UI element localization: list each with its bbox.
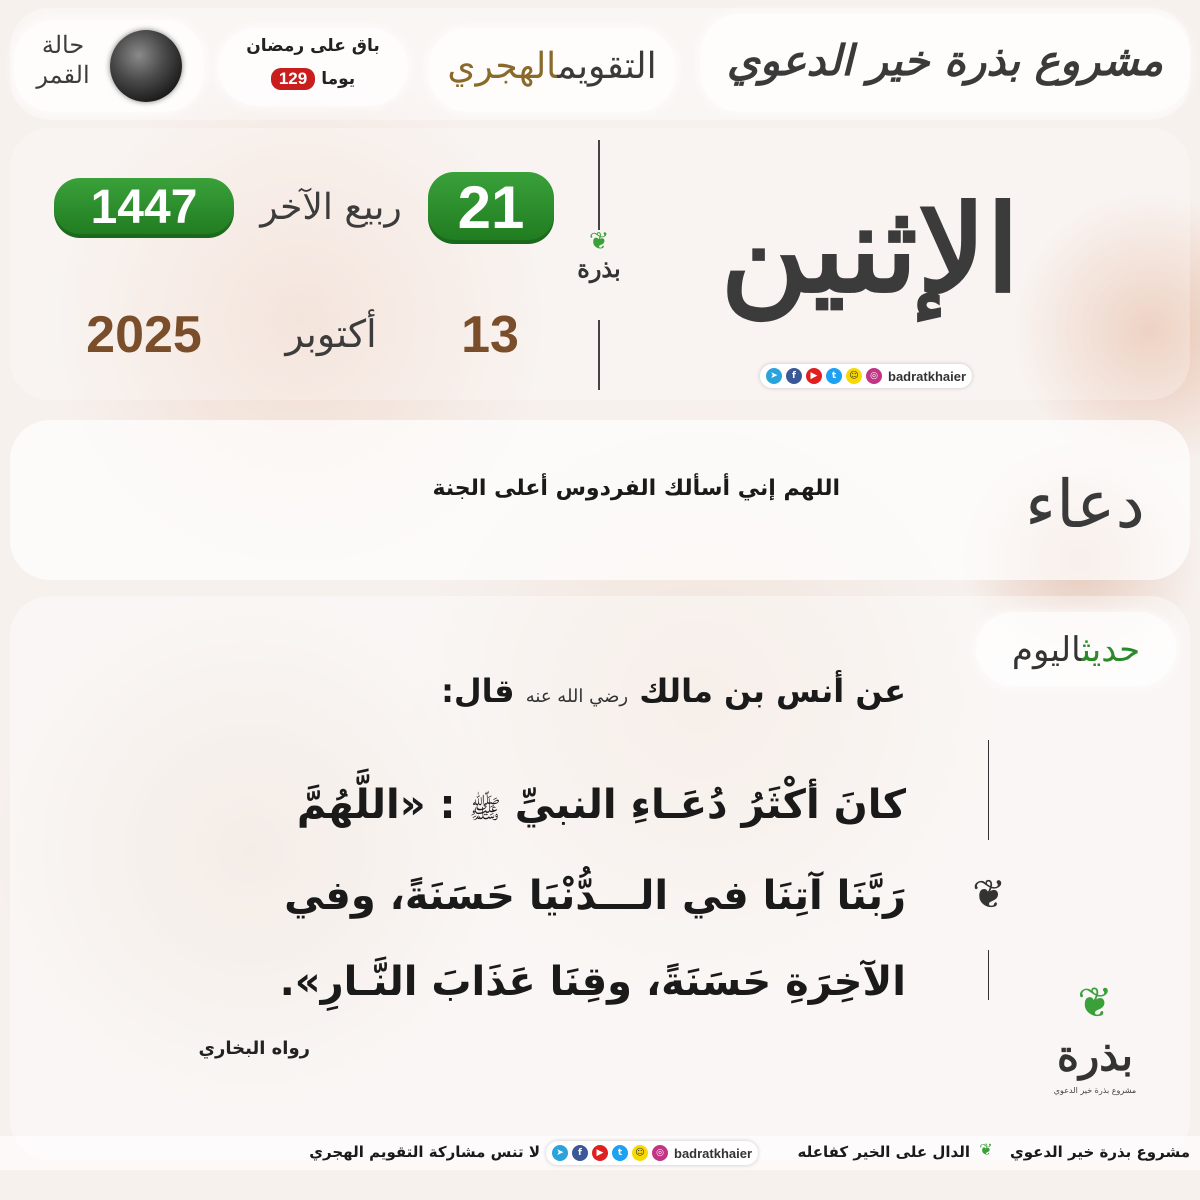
hijri-month: ربيع الآخر [260, 187, 402, 228]
dua-heading: دعاء [1025, 466, 1145, 543]
social-bar-bottom [546, 1141, 758, 1165]
hadith-line-1b: : «اللَّهُمَّ [296, 782, 456, 828]
hadith-source: رواه البخاري [198, 1038, 310, 1059]
footer-logo-icon: ❦ [979, 1140, 993, 1159]
logo-large-subtext: مشروع بذرة خير الدعوي [1053, 1086, 1137, 1095]
moon-label-line1: حالة [41, 31, 85, 59]
social-handle[interactable]: badratkhaier [674, 1145, 753, 1161]
ramadan-label: باق على رمضان [246, 36, 380, 56]
ornament-line-bottom [988, 950, 989, 1000]
moon-label-line2: القمر [36, 61, 90, 89]
footer-project: مشروع بذرة خير الدعوي [1009, 1143, 1190, 1161]
facebook-icon[interactable]: f [786, 368, 802, 384]
hijri-day: 21 [428, 172, 554, 244]
ramadan-unit: يوما [321, 69, 356, 89]
weekday: الإثنين [720, 179, 1020, 320]
social-handle[interactable]: badratkhaier [888, 368, 967, 384]
twitter-icon[interactable]: t [826, 368, 842, 384]
hadith-line-1 [170, 762, 906, 853]
logo-large-text: بذرة [1056, 1031, 1134, 1080]
ramadan-days-badge: 129 [271, 68, 315, 90]
snapchat-icon[interactable]: ☺ [846, 368, 862, 384]
hadith-narrator: عن أنس بن مالك [639, 672, 906, 710]
youtube-icon[interactable]: ▶ [592, 1145, 608, 1161]
ramadan-days-row [218, 68, 408, 90]
hadith-heading-pill [976, 612, 1176, 686]
divider-bottom [598, 320, 600, 390]
ornament-icon: ❦ [972, 872, 1006, 918]
calendar-title-pill [428, 28, 676, 112]
hadith-line-3: الآخِرَةِ حَسَنَةً، وقِنَا عَذَابَ النَّـارِ». [279, 959, 906, 1005]
hadith-line-2: رَبَّنَا آتِنَا في الـــدُّنْيَا حَسَنَةً، وفي [284, 873, 906, 919]
divider-top [598, 140, 600, 230]
logo-small [568, 228, 630, 320]
hadith-body [170, 762, 906, 1025]
calendar-title [428, 46, 676, 87]
logo-large [1040, 980, 1150, 1120]
social-bar-top [760, 364, 972, 388]
youtube-icon[interactable]: ▶ [806, 368, 822, 384]
hadith-said: قال: [441, 672, 515, 710]
hadith-honorific: رضي الله عنه [525, 686, 629, 707]
hijri-year: 1447 [54, 178, 234, 238]
ramadan-countdown-pill [218, 28, 408, 106]
dua-text: اللهم إني أسألك الفردوس أعلى الجنة [432, 476, 840, 501]
telegram-icon[interactable]: ➤ [766, 368, 782, 384]
hadith-narrator-line [340, 672, 906, 710]
hadith-heading-word2: اليوم [1011, 630, 1082, 670]
snapchat-icon[interactable]: ☺ [632, 1145, 648, 1161]
salutation-glyph: ﷺ [469, 795, 501, 825]
greg-day: 13 [461, 306, 519, 364]
leaf-icon-large: ❦ [1077, 978, 1113, 1027]
instagram-icon[interactable]: ◎ [866, 368, 882, 384]
greg-year: 2025 [86, 306, 202, 364]
footer-share: لا تنس مشاركة التقويم الهجري [309, 1143, 540, 1161]
twitter-icon[interactable]: t [612, 1145, 628, 1161]
calendar-title-word2: الهجري [447, 46, 558, 87]
moon-status-pill [14, 20, 204, 112]
footer-motto: الدال على الخير كفاعله [797, 1143, 970, 1161]
leaf-icon: ❦ [588, 227, 610, 255]
project-name-pill [700, 14, 1190, 112]
calendar-title-word1: التقويم [557, 46, 657, 87]
moon-label [20, 30, 106, 90]
telegram-icon[interactable]: ➤ [552, 1145, 568, 1161]
greg-month: أكتوبر [285, 312, 377, 356]
ornament-line-top [988, 740, 989, 840]
moon-image [110, 30, 182, 102]
hadith-line-1a: كانَ أكْثَرُ دُعَـاءِ النبيِّ [514, 782, 906, 828]
hadith-heading-word1: حديث [1081, 630, 1141, 670]
instagram-icon[interactable]: ◎ [652, 1145, 668, 1161]
logo-small-text: بذرة [577, 254, 621, 283]
project-name: مشروع بذرة خير الدعوي [726, 36, 1164, 85]
hadith-heading [976, 630, 1176, 670]
facebook-icon[interactable]: f [572, 1145, 588, 1161]
